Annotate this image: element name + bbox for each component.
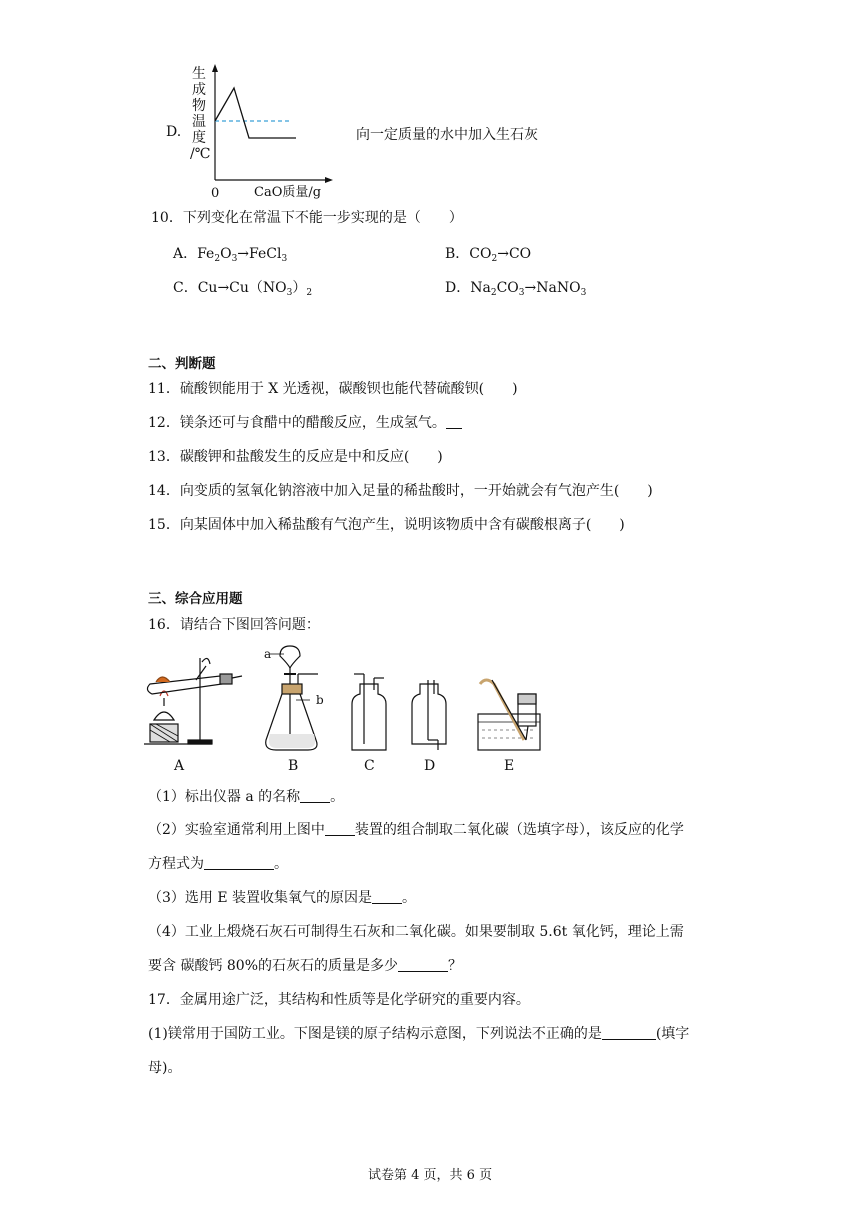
y-axis-char: /℃ bbox=[190, 146, 211, 162]
page-footer: 试卷第 4 页，共 6 页 bbox=[368, 1168, 493, 1183]
answer-blank bbox=[446, 414, 462, 429]
apparatus-d bbox=[412, 680, 446, 750]
apparatus-label: C bbox=[364, 758, 375, 774]
apparatus-b bbox=[266, 646, 318, 750]
y-axis-char: 生 bbox=[192, 66, 206, 82]
option-d-letter: D. bbox=[166, 124, 182, 140]
q13: 13．碳酸钾和盐酸发生的反应是中和反应( ) bbox=[148, 449, 443, 465]
q15: 15．向某固体中加入稀盐酸有气泡产生，说明该物质中含有碳酸根离子( ) bbox=[148, 517, 625, 533]
answer-blank bbox=[204, 855, 274, 870]
y-axis-label bbox=[190, 65, 210, 162]
section-3-title: 三、综合应用题 bbox=[148, 591, 243, 607]
q16-stem: 16．请结合下图回答问题： bbox=[148, 617, 320, 633]
apparatus-e bbox=[478, 680, 540, 750]
answer-blank bbox=[398, 957, 448, 972]
q16-4-cont: 要含 碳酸钙 80%的石灰石的质量是多少 ？ bbox=[148, 958, 463, 974]
label-b: b bbox=[316, 693, 324, 707]
q16-4: （4）工业上煅烧石灰石可制得生石灰和二氧化碳。如果要制取 5.6t 氧化钙，理论上需 bbox=[148, 924, 684, 940]
x-axis-arrow bbox=[325, 177, 333, 183]
q16-3: （3）选用 E 装置收集氧气的原因是 。 bbox=[148, 890, 417, 906]
option-d-caption: 向一定质量的水中加入生石灰 bbox=[356, 127, 538, 143]
label-a: a bbox=[264, 647, 272, 661]
q16-2: （2）实验室通常利用上图中 装置的组合制取二氧化碳（选填字母），该反应的化学 bbox=[148, 822, 684, 838]
section-2-title: 二、判断题 bbox=[148, 356, 216, 372]
y-axis-char: 物 bbox=[192, 98, 206, 114]
q16-1: （1）标出仪器 a 的名称 。 bbox=[148, 789, 345, 805]
answer-blank bbox=[372, 889, 402, 904]
q14: 14．向变质的氢氧化钠溶液中加入足量的稀盐酸时，一开始就会有气泡产生( ) bbox=[148, 483, 653, 499]
q12: 12．镁条还可与食醋中的醋酸反应，生成氢气。 bbox=[148, 412, 462, 432]
apparatus-label: A bbox=[174, 758, 185, 774]
y-axis-char: 度 bbox=[192, 130, 206, 146]
apparatus-label: D bbox=[424, 758, 436, 774]
answer-blank bbox=[602, 1025, 656, 1040]
answer-blank bbox=[325, 821, 355, 836]
q17-1-cont: 母)。 bbox=[148, 1060, 182, 1076]
q10-option-c: C．$Cu\to Cu(NO_3)_2$ bbox=[173, 280, 313, 298]
q10-option-b: B．$CO_2\to CO$ bbox=[445, 246, 532, 264]
q11: 11．硫酸钡能用于 X 光透视，碳酸钡也能代替硫酸钡( ) bbox=[148, 381, 518, 397]
y-axis-char: 成 bbox=[192, 82, 206, 98]
lab-apparatus-figure bbox=[140, 640, 580, 776]
origin-label: 0 bbox=[211, 186, 220, 201]
q17-stem: 17．金属用途广泛，其结构和性质等是化学研究的重要内容。 bbox=[148, 992, 530, 1008]
y-axis-arrow bbox=[212, 64, 218, 72]
q10-option-a: A．$Fe_2O_3\to FeCl_3$ bbox=[173, 246, 288, 264]
apparatus-c bbox=[352, 674, 386, 750]
apparatus-a bbox=[144, 658, 242, 744]
q10-option-d: D．$Na_2CO_3\to NaNO_3$ bbox=[445, 280, 587, 298]
temperature-graph bbox=[188, 62, 338, 202]
q17-1: (1)镁常用于国防工业。下图是镁的原子结构示意图，下列说法不正确的是 (填字 bbox=[148, 1026, 690, 1042]
answer-blank bbox=[300, 788, 330, 803]
x-axis-label: CaO质量/g bbox=[254, 185, 322, 200]
y-axis-char: 温 bbox=[192, 114, 206, 130]
apparatus-label: E bbox=[504, 758, 515, 774]
q16-2-cont: 方程式为 。 bbox=[148, 856, 288, 872]
temperature-curve bbox=[215, 88, 296, 138]
q10-stem: 10．下列变化在常温下不能一步实现的是（ ） bbox=[151, 210, 463, 226]
apparatus-label: B bbox=[288, 758, 299, 774]
